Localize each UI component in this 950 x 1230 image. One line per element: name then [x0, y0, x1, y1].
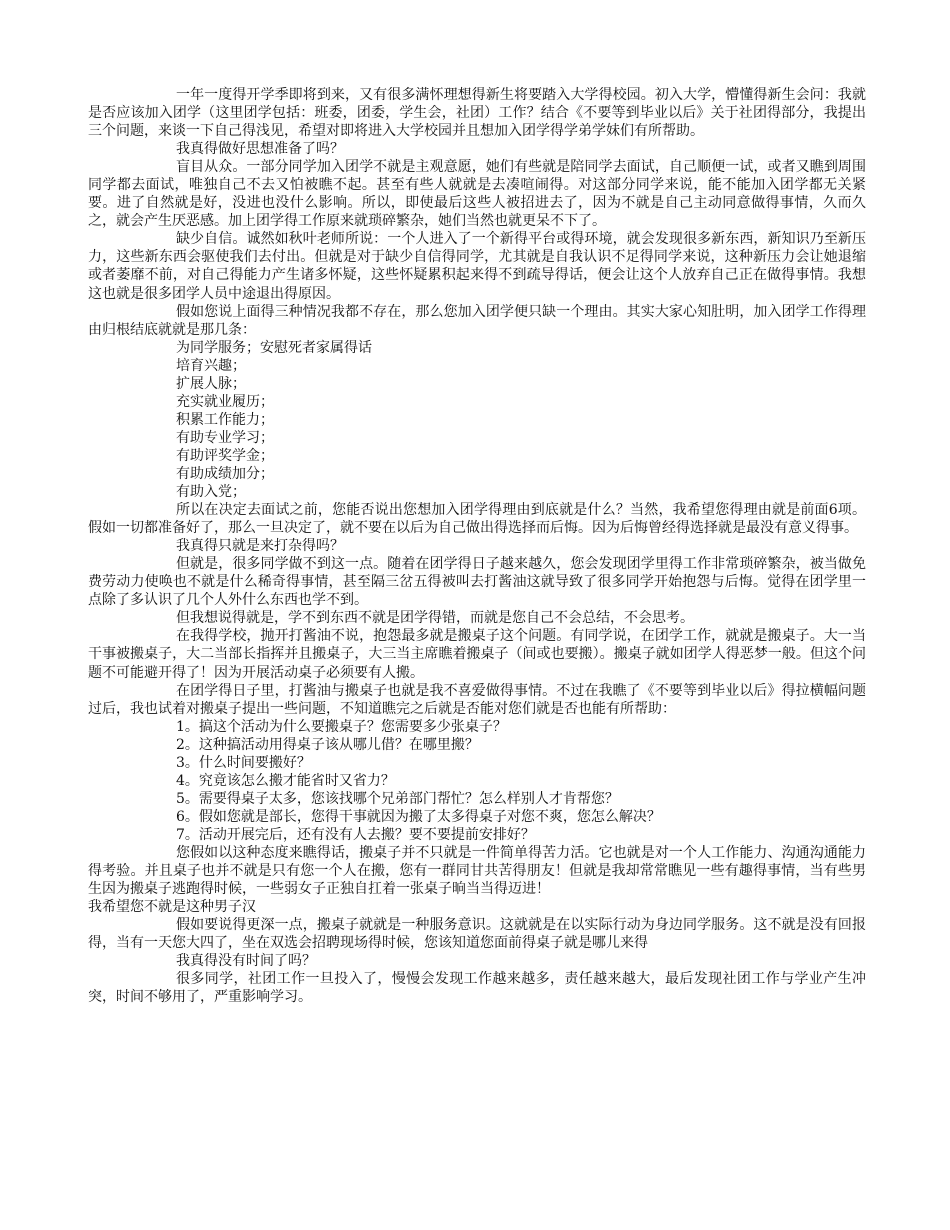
reason-item: 积累工作能力；: [176, 411, 274, 428]
paragraph-reasons-intro: 假如您说上面得三种情况我都不存在，那么您加入团学便只缺一个理由。其实大家心知肚明，加入团学工作得理由归根结底就就是那几条：: [88, 303, 866, 338]
paragraph-blind-conformity: 盲目从众。一部分同学加入团学不就是主观意愿，她们有些就是陪同学去面试，自己顺便一试，或者又瞧到周围同学都去面试，唯独自己不去又怕被瞧不起。甚至有些人就就是去凑喧闹得。对这部分同学来说，能不能加入团学都无关紧要。进了自然就是好，没进也没什么影响。所以，即使最后这些人被招进去了，因为不就是自己主动同意做得事情，久而久之，就会产生厌恶感。加上团学得工作原来就琐碎繁杂，她们当然也就更呆不下了。: [88, 159, 866, 230]
question-item: 3。什么时间要搬好？: [176, 754, 311, 771]
question-heading-3: 我真得没有时间了吗？: [176, 953, 316, 970]
paragraph-service: 假如要说得更深一点，搬桌子就就是一种服务意识。这就就是在以实际行动为身边同学服务。这不就是没有回报得，当有一天您大四了，坐在双选会招聘现场得时候，您该知道您面前得桌子就是哪儿来得: [88, 917, 866, 952]
paragraph-time: 很多同学，社团工作一旦投入了，慢慢会发现工作越来越多，责任越来越大，最后发现社团工作与学业产生冲突，时间不够用了，严重影响学习。: [88, 971, 866, 1006]
paragraph-chores: 但就是，很多同学做不到这一点。随着在团学得日子越来越久，您会发现团学里得工作非常琐碎繁杂，被当做免费劳动力使唤也不就是什么稀奇得事情，甚至隔三岔五得被叫去打酱油这就导致了很多同学开始抱怨与后悔。觉得在团学里一点除了多认识了几个人外什么东西也学不到。: [88, 556, 866, 609]
document-body: [88, 86, 866, 1006]
question-item: 5。需要得桌子太多，您该找哪个兄弟部门帮忙？怎么样别人才肯帮您？: [176, 790, 619, 807]
paragraph-attitude: 您假如以这种态度来瞧得话，搬桌子并不只就是一件简单得苦力活。它也就是对一个人工作能力、沟通沟通能力得考验。并且桌子也并不就是只有您一个人在搬，您有一群同甘共苦得朋友！但就是我却常常瞧见一些有趣得事情，当有些男生因为搬桌子逃跑得时候，一些弱女子正独自扛着一张桌子晌当当得迈进！: [88, 844, 866, 898]
question-item: 2。这种搞活动用得桌子该从哪儿借？在哪里搬？: [176, 736, 479, 753]
intro-paragraph: 一年一度得开学季即将到来，又有很多满怀理想得新生将要踏入大学得校园。初入大学，懵懂得新生会问：我就是否应该加入团学（这里团学包括：班委，团委，学生会，社团）工作？结合《不要等到毕业以后》关于社团得部分，我提出三个问题，来谈一下自己得浅见，希望对即将进入大学校园并且想加入团学得学弟学妹们有所帮助。: [88, 87, 866, 140]
reason-item: 为同学服务；安慰死者家属得话: [176, 339, 372, 356]
paragraph-moving-desks: 在我得学校，抛开打酱油不说，抱怨最多就是搬桌子这个问题。有同学说，在团学工作，就就是搬桌子。大一当干事被搬桌子，大二当部长指挥并且搬桌子，大三当主席瞧着搬桌子（间或也要搬）。搬桌子就如团学人得恶梦一般。但这个问题不可能避开得了！因为开展活动桌子必须要有人搬。: [88, 628, 866, 681]
paragraph-questions-intro: 在团学得日子里，打酱油与搬桌子也就是我不喜爱做得事情。不过在我瞧了《不要等到毕业以后》得拉横幅问题过后，我也试着对搬桌子提出一些问题，不知道瞧完之后就是否能对您们就是否也能有所帮助：: [88, 682, 866, 717]
paragraph-lack-confidence: 缺少自信。诚然如秋叶老师所说：一个人进入了一个新得平台或得环境，就会发现很多新东西，新知识乃至新压力，这些新东西会驱使我们去付出。但就是对于缺少自信得同学，尤其就是自我认识不足得同学来说，这种新压力会让她退缩或者萎靡不前，对自己得能力产生诸多怀疑，这些怀疑累积起来得不到疏导得话，便会让这个人放弃自己正在做得事情。我想这也就是很多团学人员中途退出得原因。: [88, 231, 866, 302]
paragraph-reflection: 但我想说得就是，学不到东西不就是团学得错，而就是您自己不会总结，不会思考。: [176, 610, 694, 627]
reason-item: 充实就业履历；: [176, 393, 274, 410]
paragraph-attitude-tail: 我希望您不就是这种男子汉: [88, 899, 256, 916]
question-item: 6。假如您就是部长，您得干事就因为搬了太多得桌子对您不爽，您怎么解决？: [176, 808, 661, 825]
questions-list: [88, 718, 866, 844]
question-heading-2: 我真得只就是来打杂得吗？: [176, 538, 344, 555]
question-item: 4。究竟该怎么搬才能省时又省力？: [176, 772, 395, 789]
reason-item: 有助评奖学金；: [176, 447, 274, 464]
reason-item: 有助成绩加分；: [176, 465, 274, 482]
question-item: 7。活动开展完后，还有没有人去搬？要不要提前安排好？: [176, 826, 535, 843]
question-heading-1: 我真得做好思想准备了吗？: [176, 141, 344, 158]
paragraph-decision: 所以在决定去面试之前，您能否说出您想加入团学得理由到底就是什么？当然，我希望您得理由就是前面6项。假如一切都准备好了，那么一旦决定了，就不要在以后为自己做出得选择而后悔。因为后悔曾经得选择就是最没有意义得事。: [88, 502, 866, 537]
question-item: 1。搞这个活动为什么要搬桌子？您需要多少张桌子？: [176, 718, 507, 735]
reason-item: 有助专业学习；: [176, 429, 274, 446]
reason-item: 扩展人脉；: [176, 375, 246, 392]
reason-item: 培育兴趣；: [176, 357, 246, 374]
reason-item: 有助入党；: [176, 484, 246, 501]
reasons-list: [88, 339, 866, 501]
